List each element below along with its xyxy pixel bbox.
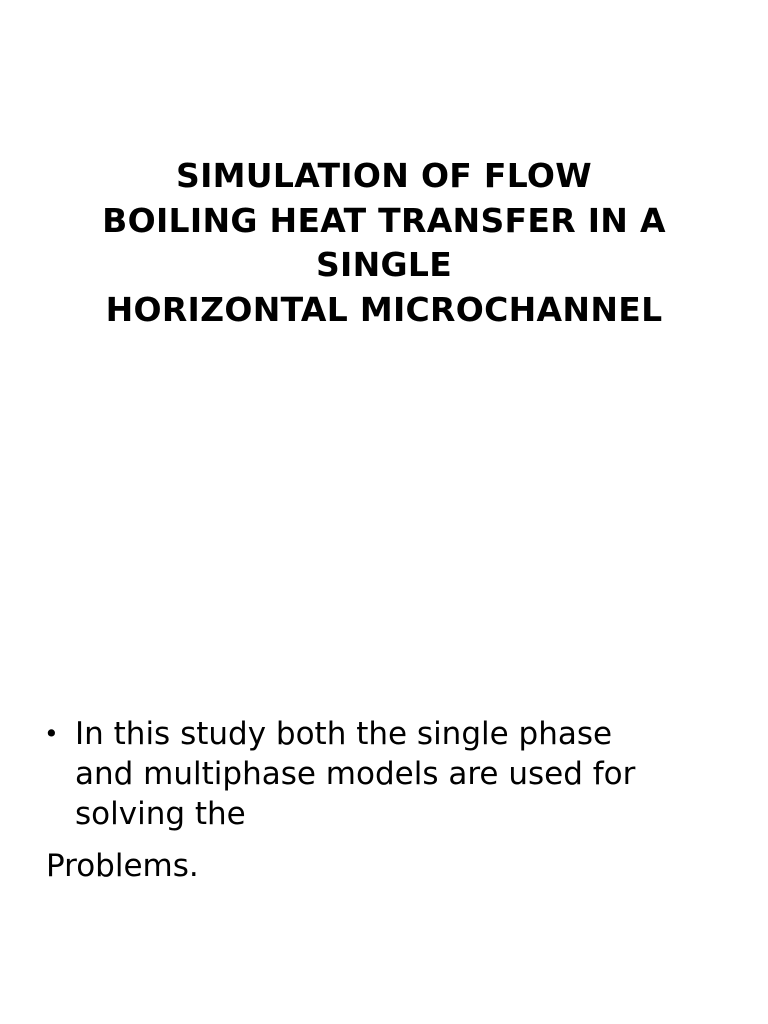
bullet-item	[0, 714, 768, 834]
title-line: HORIZONTAL MICROCHANNEL	[105, 289, 663, 329]
title-line: SINGLE	[315, 245, 453, 284]
continuation-text: Problems.	[46, 848, 199, 884]
slide-title	[60, 154, 708, 332]
bullet-text-line: solving the	[75, 796, 246, 832]
bullet-text-line: and multiphase models are used for	[75, 756, 636, 792]
title-line: SIMULATION OF FLOW	[176, 156, 592, 195]
bullet-text-line: In this study both the single phase	[75, 716, 613, 752]
slide-body	[0, 714, 768, 884]
title-line: BOILING HEAT TRANSFER IN A	[102, 200, 666, 240]
bullet-dot-icon: •	[44, 719, 59, 748]
